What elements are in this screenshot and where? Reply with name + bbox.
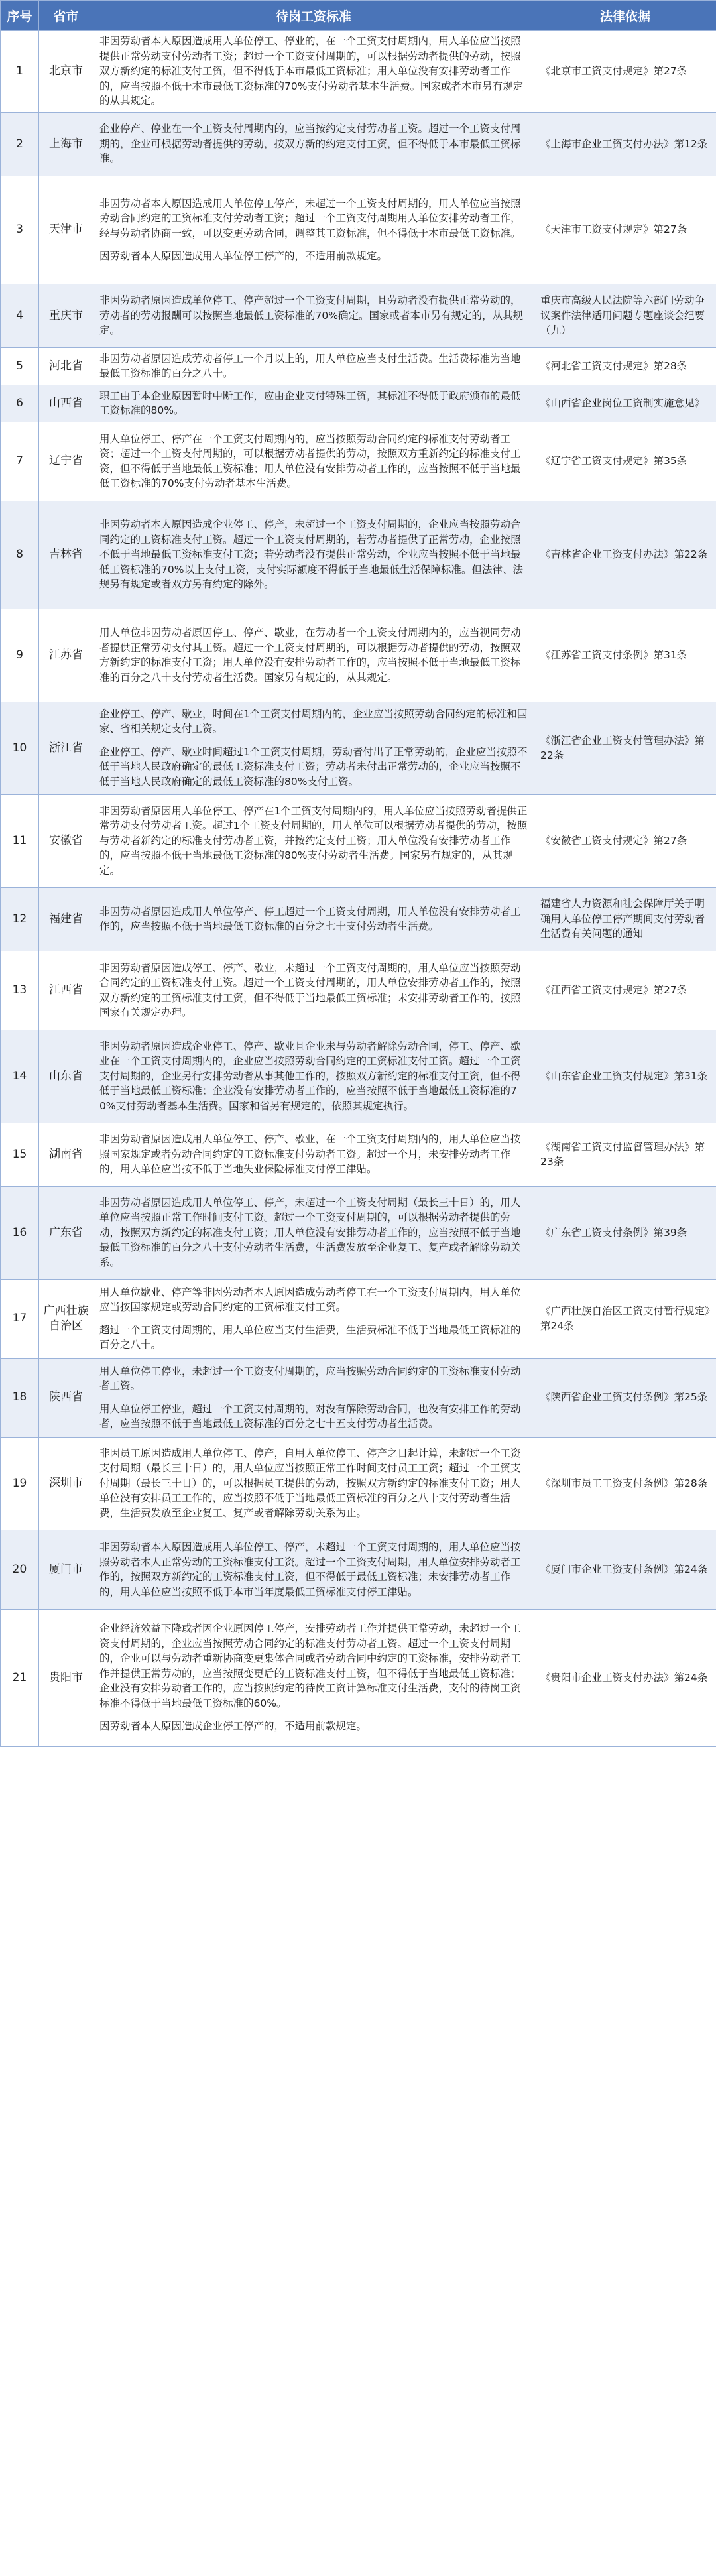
standard-paragraph: 用人单位停工停业，超过一个工资支付周期的，对没有解除劳动合同，也没有安排工作的劳动者，应当按照不低于当地最低工资标准的百分之七十五支付劳动者生活费。 <box>99 1402 521 1430</box>
table-row <box>1 702 716 794</box>
row-legal-basis: 《陕西省企业工资支付条例》第25条 <box>534 1358 716 1437</box>
row-standard <box>93 887 534 951</box>
row-number: 8 <box>1 501 39 609</box>
row-standard <box>93 702 534 794</box>
standard-paragraph: 非因劳动者原因用人单位停工、停产在1个工资支付周期内的，用人单位应当按照劳动者提供正常劳动支付劳动者工资。超过1个工资支付周期的，用人单位可以根据劳动者提供的劳动，按照与劳动者新约定的标准支付劳动者工资，并按约定支付工资；用人单位没有安排劳动者工作的，应当按照不低于当地最低工资标准的80%支付劳动者生活费。国家另有规定的，从其规定。 <box>99 804 528 877</box>
row-number: 14 <box>1 1030 39 1123</box>
row-city: 北京市 <box>39 31 93 113</box>
standard-paragraph: 因劳动者本人原因造成企业停工停产的，不适用前款规定。 <box>99 1720 367 1733</box>
table-row <box>1 794 716 887</box>
row-number: 9 <box>1 609 39 702</box>
row-number: 18 <box>1 1358 39 1437</box>
standard-paragraph: 非因劳动者本人原因造成用人单位停工、停业的，在一个工资支付周期内，用人单位应当按照提供正常劳动支付劳动者工资；超过一个工资支付周期的，可以根据劳动者提供的劳动，按照双方新约定的标准支付工资，但不得低于本市最低工资标准；用人单位没有安排劳动者工作的，应当按照不低于本市最低工资标准的70%支付劳动者基本生活费。国家或者本市另有规定的从其规定。 <box>99 35 523 107</box>
standard-paragraph: 用人单位停工停业，未超过一个工资支付周期的，应当按照劳动合同约定的工资标准支付劳动者工资。 <box>99 1365 521 1392</box>
table-row <box>1 1123 716 1186</box>
row-number: 16 <box>1 1186 39 1279</box>
table-body <box>1 31 716 1747</box>
row-number: 15 <box>1 1123 39 1186</box>
row-legal-basis: 《湖南省工资支付监督管理办法》第23条 <box>534 1123 716 1186</box>
standard-paragraph: 企业停产、停业在一个工资支付周期内的，应当按约定支付劳动者工资。超过一个工资支付周期的，企业可根据劳动者提供的劳动，按双方新的约定支付工资，但不得低于本市最低工资标准。 <box>99 123 521 165</box>
header-basis: 法律依据 <box>534 1 716 31</box>
row-city: 福建省 <box>39 887 93 951</box>
row-legal-basis: 《天津市工资支付规定》第27条 <box>534 176 716 284</box>
row-city: 深圳市 <box>39 1437 93 1530</box>
row-legal-basis: 《广西壮族自治区工资支付暂行规定》第24条 <box>534 1279 716 1358</box>
row-city: 重庆市 <box>39 284 93 347</box>
table-row <box>1 176 716 284</box>
row-city: 广西壮族自治区 <box>39 1279 93 1358</box>
row-standard <box>93 1030 534 1123</box>
row-city: 陕西省 <box>39 1358 93 1437</box>
standard-paragraph: 职工由于本企业原因暂时中断工作，应由企业支付特殊工资，其标准不得低于政府颁布的最低工资标准的80%。 <box>99 389 521 416</box>
standard-paragraph: 非因劳动者原因造成用人单位停工、停产，未超过一个工资支付周期（最长三十日）的，用人单位应当按照正常工作时间支付工资。超过一个工资支付周期的，可以根据劳动者提供的劳动，按照双方新约定的标准支付工资；用人单位没有安排劳动者工作的，应当按照不低于当地最低工资标准的百分之八十支付劳动者生活费，生活费发放至企业复工、复产或者解除劳动关系。 <box>99 1196 521 1268</box>
table-header-row <box>1 1 716 31</box>
row-standard <box>93 609 534 702</box>
row-legal-basis: 《江苏省工资支付条例》第31条 <box>534 609 716 702</box>
table-row <box>1 1530 716 1609</box>
row-legal-basis: 《广东省工资支付条例》第39条 <box>534 1186 716 1279</box>
row-city: 江苏省 <box>39 609 93 702</box>
row-legal-basis: 《深圳市员工工资支付条例》第28条 <box>534 1437 716 1530</box>
row-standard <box>93 112 534 176</box>
row-legal-basis: 重庆市高级人民法院等六部门劳动争议案件法律适用问题专题座谈会纪要（九） <box>534 284 716 347</box>
row-city: 广东省 <box>39 1186 93 1279</box>
row-standard <box>93 1279 534 1358</box>
table-row <box>1 1279 716 1358</box>
row-city: 辽宁省 <box>39 422 93 501</box>
row-legal-basis: 福建省人力资源和社会保障厅关于明确用人单位停工停产期间支付劳动者生活费有关问题的通知 <box>534 887 716 951</box>
row-number: 2 <box>1 112 39 176</box>
row-city: 安徽省 <box>39 794 93 887</box>
row-legal-basis: 《浙江省企业工资支付管理办法》第22条 <box>534 702 716 794</box>
table-row <box>1 1186 716 1279</box>
standard-paragraph: 企业经济效益下降或者因企业原因停工停产，安排劳动者工作并提供正常劳动，未超过一个工资支付周期的，企业应当按照劳动合同约定的标准支付劳动者工资。超过一个工资支付周期的，企业可以与劳动者重新协商变更集体合同或者劳动合同中约定的工资标准，安排劳动者工作并提供正常劳动的，应当按照变更后的工资标准支付工资，但不得低于当地最低工资标准；企业没有安排劳动者工作的，应当按照约定的待岗工资计算标准支付生活费，支付的待岗工资标准不得低于当地最低工资标准的60%。 <box>99 1623 521 1709</box>
row-legal-basis: 《辽宁省工资支付规定》第35条 <box>534 422 716 501</box>
row-city: 吉林省 <box>39 501 93 609</box>
row-standard <box>93 1186 534 1279</box>
standard-paragraph: 非因劳动者原因造成单位停工、停产超过一个工资支付周期，且劳动者没有提供正常劳动的，劳动者的劳动报酬可以按照当地最低工资标准的70%确定。国家或者本市另有规定的，从其规定。 <box>99 294 523 337</box>
row-number: 19 <box>1 1437 39 1530</box>
row-number: 5 <box>1 347 39 385</box>
row-legal-basis: 《安徽省工资支付规定》第27条 <box>534 794 716 887</box>
row-city: 浙江省 <box>39 702 93 794</box>
row-standard <box>93 501 534 609</box>
row-city: 上海市 <box>39 112 93 176</box>
header-standard: 待岗工资标准 <box>93 1 534 31</box>
table-row <box>1 887 716 951</box>
table-row <box>1 501 716 609</box>
standard-paragraph: 非因劳动者原因造成企业停工、停产、歇业且企业未与劳动者解除劳动合同，停工、停产、歇业在一个工资支付周期内的，企业应当按照劳动合同约定的工资标准支付工资。超过一个工资支付周期的，企业另行安排劳动者从事其他工作的，按照双方新约定的标准支付工资，但不得低于当地最低工资标准；企业没有安排劳动者工作的，应当按照不低于当地最低工资标准的70%支付劳动者基本生活费。国家和省另有规定的，依照其规定执行。 <box>99 1040 521 1112</box>
row-legal-basis: 《上海市企业工资支付办法》第12条 <box>534 112 716 176</box>
row-number: 6 <box>1 385 39 422</box>
row-legal-basis: 《江西省工资支付规定》第27条 <box>534 951 716 1030</box>
row-city: 贵阳市 <box>39 1609 93 1746</box>
row-legal-basis: 《山东省企业工资支付规定》第31条 <box>534 1030 716 1123</box>
row-standard <box>93 1609 534 1746</box>
row-legal-basis: 《贵阳市企业工资支付办法》第24条 <box>534 1609 716 1746</box>
standard-paragraph: 用人单位歇业、停产等非因劳动者本人原因造成劳动者停工在一个工资支付周期内，用人单位应当按国家规定或劳动合同约定的工资标准支付工资。 <box>99 1286 521 1313</box>
header-no: 序号 <box>1 1 39 31</box>
row-legal-basis: 《厦门市企业工资支付条例》第24条 <box>534 1530 716 1609</box>
standard-paragraph: 用人单位非因劳动者原因停工、停产、歇业，在劳动者一个工资支付周期内的，应当视同劳动者提供正常劳动支付其工资。超过一个工资支付周期的，可以根据劳动者提供的劳动，按照双方新约定的标准支付工资；用人单位没有安排劳动者工作的，应当按照不低于当地最低工资标准的百分之八十支付劳动者生活费。国家另有规定的，从其规定。 <box>99 627 521 684</box>
row-standard <box>93 1530 534 1609</box>
row-number: 3 <box>1 176 39 284</box>
standard-paragraph: 企业停工、停产、歇业时间超过1个工资支付周期，劳动者付出了正常劳动的，企业应当按照不低于当地人民政府确定的最低工资标准支付工资；劳动者未付出正常劳动的，企业应当按照不低于当地人民政府确定的最低工资标准的80%支付工资。 <box>99 745 528 788</box>
standard-paragraph: 非因劳动者原因造成停工、停产、歇业，未超过一个工资支付周期的，用人单位应当按照劳动合同约定的工资标准支付工资。超过一个工资支付周期的，用人单位安排劳动者工作的，按照双方新约定的工资标准支付工资，但不得低于当地最低工资标准；未安排劳动者工作的，按照国家有关规定办理。 <box>99 961 521 1018</box>
standard-paragraph: 企业停工、停产、歇业，时间在1个工资支付周期内的，企业应当按照劳动合同约定的标准和国家、省相关规定支付工资。 <box>99 707 528 735</box>
row-city: 河北省 <box>39 347 93 385</box>
standard-paragraph: 非因劳动者原因造成劳动者停工一个月以上的，用人单位应当支付生活费。生活费标准为当地最低工资标准的百分之八十。 <box>99 352 521 379</box>
table-row <box>1 422 716 501</box>
row-number: 21 <box>1 1609 39 1746</box>
header-city: 省市 <box>39 1 93 31</box>
row-number: 17 <box>1 1279 39 1358</box>
row-standard <box>93 347 534 385</box>
row-city: 天津市 <box>39 176 93 284</box>
table-row <box>1 1437 716 1530</box>
row-number: 11 <box>1 794 39 887</box>
standard-paragraph: 因劳动者本人原因造成用人单位停工停产的，不适用前款规定。 <box>99 250 388 262</box>
table-row <box>1 1030 716 1123</box>
row-city: 山东省 <box>39 1030 93 1123</box>
table-row <box>1 609 716 702</box>
row-standard <box>93 1358 534 1437</box>
standard-paragraph: 非因劳动者本人原因造成用人单位停工、停产，未超过一个工资支付周期的，用人单位应当按照劳动者本人正常劳动的工资标准支付工资。超过一个工资支付周期，用人单位安排劳动者工作的，按照双方新约定的工资标准支付工资，但不得低于最低工资标准；未安排劳动者工作的，用人单位应当按照不低于本市当年度最低工资标准支付停工津贴。 <box>99 1541 521 1598</box>
table-row <box>1 951 716 1030</box>
row-number: 10 <box>1 702 39 794</box>
standard-paragraph: 非因劳动者原因造成用人单位停产、停工超过一个工资支付周期，用人单位没有安排劳动者工作的，应当按照不低于当地最低工资标准的百分之七十支付劳动者生活费。 <box>99 905 521 932</box>
standard-paragraph: 非因劳动者原因造成用人单位停工、停产、歇业，在一个工资支付周期内的，用人单位应当按照国家规定或者劳动合同约定的工资标准支付劳动者工资。超过一个月，未安排劳动者工作的，用人单位应当按不低于当地失业保险标准支付停工津贴。 <box>99 1133 521 1176</box>
row-standard <box>93 951 534 1030</box>
table-row <box>1 112 716 176</box>
row-number: 4 <box>1 284 39 347</box>
standard-paragraph: 用人单位停工、停产在一个工资支付周期内的，应当按照劳动合同约定的标准支付劳动者工资；超过一个工资支付周期的，可以根据劳动者提供的劳动，按照双方重新约定的标准支付工资，但不得低于当地最低工资标准；用人单位没有安排劳动者工作的，应当按照不低于当地最低工资标准的70%支付劳动者基本生活费。 <box>99 432 521 489</box>
row-standard <box>93 31 534 113</box>
row-city: 厦门市 <box>39 1530 93 1609</box>
standard-paragraph: 非因员工原因造成用人单位停工、停产，自用人单位停工、停产之日起计算，未超过一个工资支付周期（最长三十日）的，用人单位应当按照正常工作时间支付员工工资；超过一个工资支付周期（最长三十日）的，可以根据员工提供的劳动，按照双方新约定的标准支付工资；用人单位没有安排员工工作的，应当按照不低于当地最低工资标准的百分之八十支付劳动者生活费，生活费发放至企业复工、复产或者解除劳动关系为止。 <box>99 1447 521 1519</box>
row-legal-basis: 《北京市工资支付规定》第27条 <box>534 31 716 113</box>
table-row <box>1 31 716 113</box>
row-city: 湖南省 <box>39 1123 93 1186</box>
row-city: 江西省 <box>39 951 93 1030</box>
row-standard <box>93 176 534 284</box>
row-number: 1 <box>1 31 39 113</box>
standard-paragraph: 非因劳动者本人原因造成用人单位停工停产，未超过一个工资支付周期的，用人单位应当按照劳动合同约定的工资标准支付劳动者工资；超过一个工资支付周期用人单位安排劳动者工作，经与劳动者协商一致，可以变更劳动合同，调整其工资标准，但不得低于本市最低工资标准。 <box>99 197 521 239</box>
row-number: 13 <box>1 951 39 1030</box>
row-standard <box>93 1437 534 1530</box>
table-row <box>1 1609 716 1746</box>
row-standard <box>93 385 534 422</box>
row-standard <box>93 284 534 347</box>
row-number: 7 <box>1 422 39 501</box>
table-row <box>1 385 716 422</box>
table-row <box>1 284 716 347</box>
row-standard <box>93 1123 534 1186</box>
row-city: 山西省 <box>39 385 93 422</box>
table-row <box>1 1358 716 1437</box>
row-legal-basis: 《吉林省企业工资支付办法》第22条 <box>534 501 716 609</box>
standard-paragraph: 超过一个工资支付周期的，用人单位应当支付生活费，生活费标准不低于当地最低工资标准的百分之八十。 <box>99 1323 521 1351</box>
row-legal-basis: 《山西省企业岗位工资制实施意见》 <box>534 385 716 422</box>
table-row <box>1 347 716 385</box>
row-number: 20 <box>1 1530 39 1609</box>
row-standard <box>93 422 534 501</box>
row-number: 12 <box>1 887 39 951</box>
standard-paragraph: 非因劳动者本人原因造成企业停工、停产，未超过一个工资支付周期的，企业应当按照劳动合同约定的工资标准支付工资。超过一个工资支付周期的，若劳动者提供了正常劳动，企业按照不低于当地最低工资标准支付工资；若劳动者没有提供正常劳动，企业应当按照不低于当地最低工资标准的70%以上支付工资，支付实际额度不得低于当地最低生活保障标准。但法律、法规另有规定或者双方另有约定的除外。 <box>99 519 523 591</box>
row-standard <box>93 794 534 887</box>
row-legal-basis: 《河北省工资支付规定》第28条 <box>534 347 716 385</box>
